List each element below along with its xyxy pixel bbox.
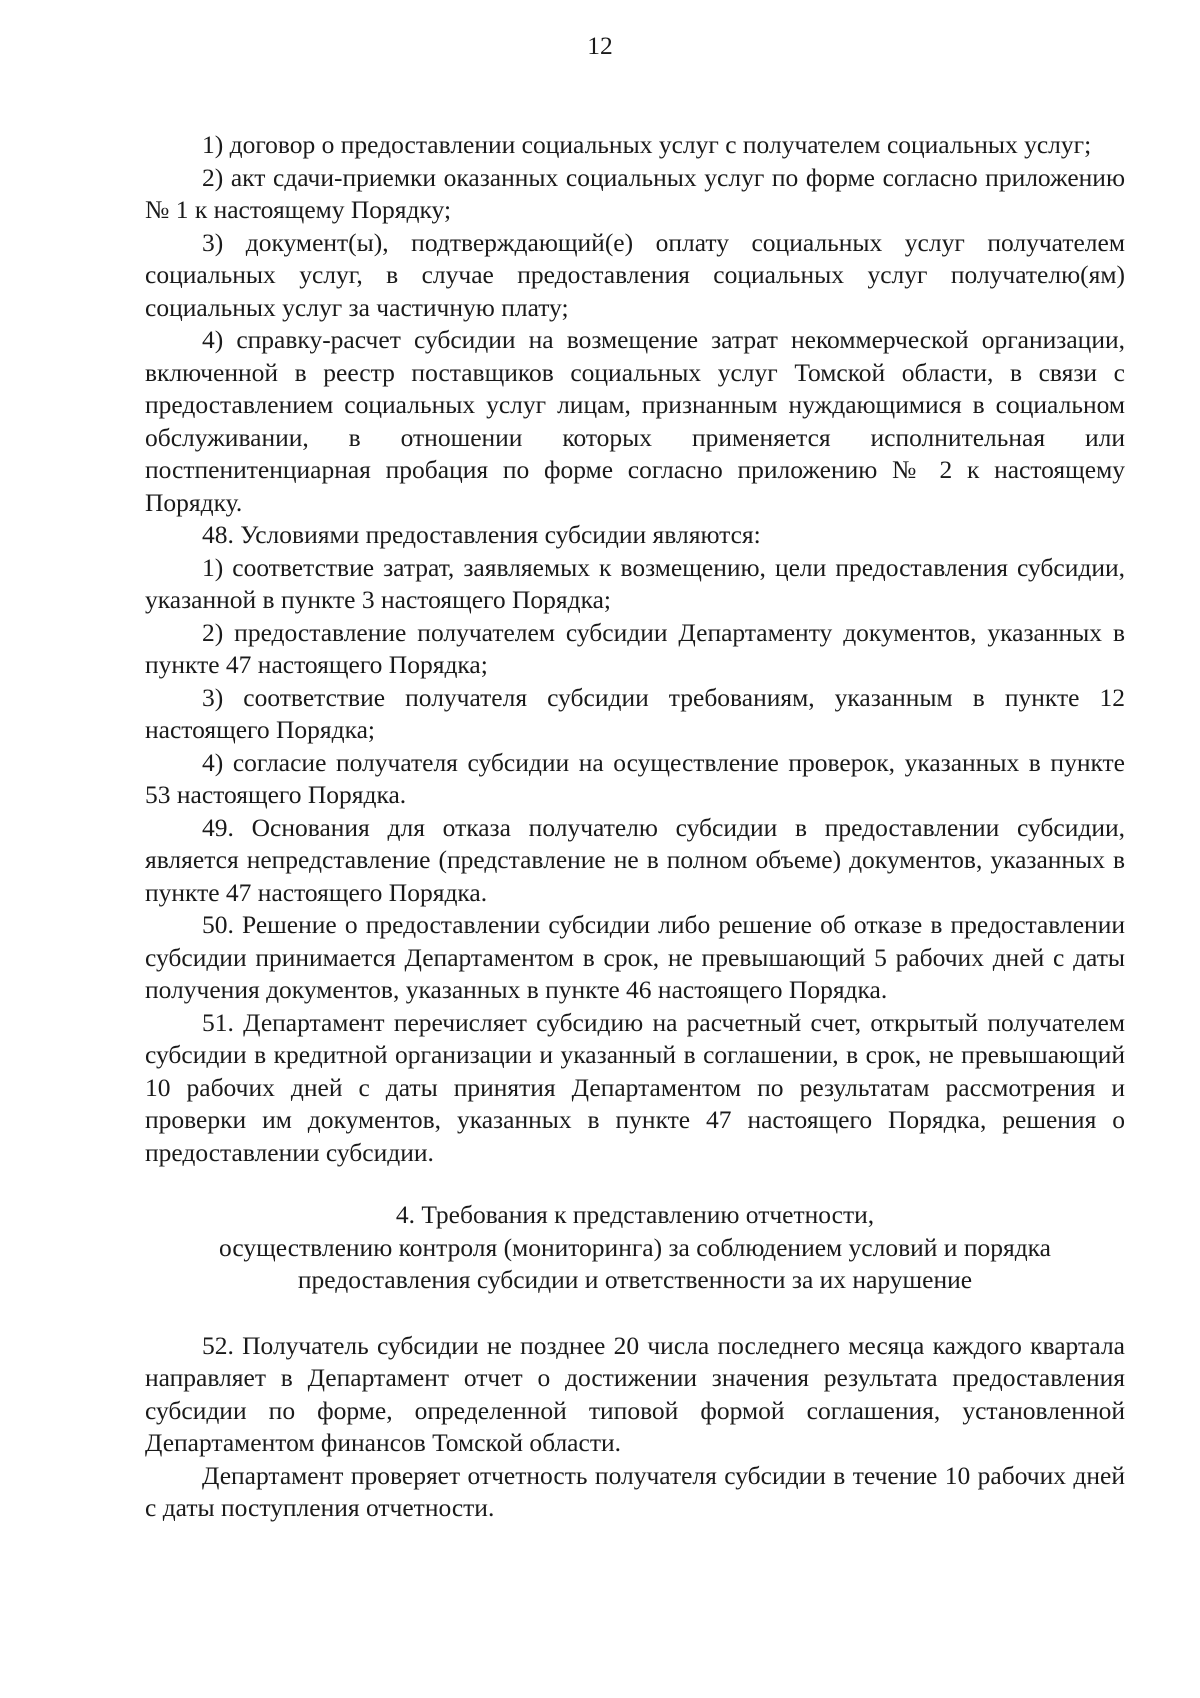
paragraph-50: 50. Решение о предоставлении субсидии либо решение об отказе в предоставлении субсидии принимается Департаментом в срок, не превышающий 5 рабочих дней с даты получения документов, указанных в пункте 46 настоящего Порядка. bbox=[145, 910, 1125, 1004]
paragraph-51: 51. Департамент перечисляет субсидию на расчетный счет, открытый получателем субсидии в кредитной организации и указанный в соглашении, в срок, не превышающий 10 рабочих дней с даты принятия Департаментом по результатам рассмотрения и проверки им документов, указанных в пункте 47 настоящего Порядка, решения о предоставлении субсидии. bbox=[145, 1007, 1125, 1167]
paragraph-acceptance-act: 2) акт сдачи-приемки оказанных социальных услуг по форме согласно приложению № 1 к настоящему Порядку; bbox=[145, 162, 1125, 224]
paragraph-48-item-1: 1) соответствие затрат, заявляемых к возмещению, цели предоставления субсидии, указанной в пункте 3 настоящего Порядка; bbox=[145, 552, 1125, 614]
paragraph-49: 49. Основания для отказа получателю субсидии в предоставлении субсидии, является непредставление (представление не в полном объеме) документов, указанных в пункте 47 настоящего Порядка. bbox=[145, 812, 1125, 907]
paragraph-report-check: Департамент проверяет отчетность получателя субсидии в течение 10 рабочих дней с даты поступления отчетности. bbox=[145, 1460, 1125, 1522]
section-heading-line-1: 4. Требования к представлению отчетности, bbox=[395, 1200, 875, 1229]
paragraph-payment-documents: 3) документ(ы), подтверждающий(е) оплату социальных услуг получателем социальных услуг, в случае предоставления социальных услуг получателю(ям) социальных услуг за частичную плату; bbox=[145, 227, 1125, 322]
paragraph-48-item-3: 3) соответствие получателя субсидии требованиям, указанным в пункте 12 настоящего Порядка; bbox=[145, 682, 1125, 744]
document-body bbox=[145, 129, 1125, 1525]
paragraph-subsidy-calculation: 4) справку-расчет субсидии на возмещение затрат некоммерческой организации, включенной в реестр поставщиков социальных услуг Томской области, в связи с предоставлением социальных услуг лицам, признанным нуждающимися в социальном обслуживании, в отношении которых применяется исполнительная или постпенитенциарная пробация по форме согласно приложению № 2 к настоящему Порядку. bbox=[145, 325, 1125, 517]
paragraph-48-item-2: 2) предоставление получателем субсидии Департаменту документов, указанных в пункте 47 настоящего Порядка; bbox=[145, 617, 1125, 679]
section-heading-line-3: предоставления субсидии и ответственности за их нарушение bbox=[297, 1265, 973, 1294]
paragraph-contract: 1) договор о предоставлении социальных услуг с получателем социальных услуг; bbox=[202, 130, 1092, 159]
paragraph-52: 52. Получатель субсидии не позднее 20 числа последнего месяца каждого квартала направляет в Департамент отчет о достижении значения результата предоставления субсидии по форме, определенной типовой формой соглашения, установленной Департаментом финансов Томской области. bbox=[145, 1330, 1125, 1457]
section-heading bbox=[145, 1169, 1125, 1330]
paragraph-48-item-4: 4) согласие получателя субсидии на осуществление проверок, указанных в пункте 53 настоящего Порядка. bbox=[145, 747, 1125, 809]
paragraph-48: 48. Условиями предоставления субсидии являются: bbox=[202, 520, 761, 549]
page-number: 12 bbox=[587, 31, 613, 60]
section-heading-line-2: осуществлению контроля (мониторинга) за соблюдением условий и порядка bbox=[219, 1232, 1051, 1262]
